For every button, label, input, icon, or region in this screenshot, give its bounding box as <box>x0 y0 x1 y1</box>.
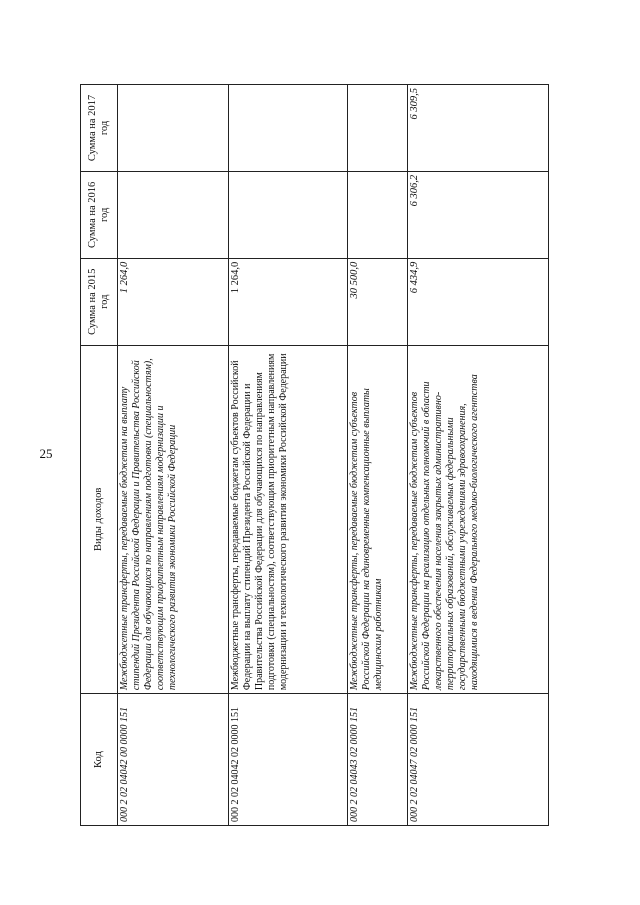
row-code: 000 2 02 04043 02 0000 151 <box>348 694 408 826</box>
row-code: 000 2 02 04047 02 0000 151 <box>408 694 549 826</box>
row-sum-2017 <box>229 85 348 172</box>
income-table <box>80 84 549 826</box>
row-description: Межбюджетные трансферты, передаваемые бюджетам субъектов Российской Федерации на единовременные компенсационные выплаты медицинским работникам <box>348 345 408 694</box>
row-sum-2015: 1 264,0 <box>229 258 348 345</box>
table-row <box>229 85 348 826</box>
row-sum-2017 <box>348 85 408 172</box>
table-header-row <box>81 85 118 826</box>
row-description: Межбюджетные трансферты, передаваемые бюджетам субъектов Российской Федерации на реализацию отдельных полномочий в области лекарственного обеспечения населения закрытых административно-территориальных образований, обслуживаемых федеральными государственными бюджетными учреждениями здравоохранения, находящимися в ведении Федерального медико-биологического агентства <box>408 345 549 694</box>
row-sum-2015: 6 434,9 <box>408 258 549 345</box>
rotated-table-wrapper <box>80 84 545 826</box>
row-code: 000 2 02 04042 00 0000 151 <box>118 694 229 826</box>
row-sum-2016 <box>348 171 408 258</box>
table-row <box>118 85 229 826</box>
page-number: 25 <box>39 446 53 461</box>
row-code: 000 2 02 04042 02 0000 151 <box>229 694 348 826</box>
table-row <box>348 85 408 826</box>
header-sum-2017: Сумма на 2017 год <box>81 85 118 172</box>
row-description: Межбюджетные трансферты, передаваемые бюджетам на выплату стипендий Президента Российской Федерации и Правительства Российской Федерации для обучающихся по направлениям подготовки (специальностям), соответствующим приоритетным направлениям модернизации и технологического развития экономики Российской Федерации <box>118 345 229 694</box>
row-sum-2015: 1 264,0 <box>118 258 229 345</box>
row-sum-2015: 30 500,0 <box>348 258 408 345</box>
table-row <box>408 85 549 826</box>
header-income-type: Виды доходов <box>81 345 118 694</box>
row-description: Межбюджетные трансферты, передаваемые бюджетам субъектов Российской Федерации на выплату стипендий Президента Российской Федерации и Правительства Российской Федерации для обучающихся по направлениям подготовки (специальностям), соответствующим приоритетным направлениям модернизации и технологического развития экономики Российской Федерации <box>229 345 348 694</box>
row-sum-2017 <box>118 85 229 172</box>
row-sum-2016 <box>229 171 348 258</box>
row-sum-2017: 6 309,5 <box>408 85 549 172</box>
header-sum-2015: Сумма на 2015 год <box>81 258 118 345</box>
row-sum-2016 <box>118 171 229 258</box>
header-code: Код <box>81 694 118 826</box>
table-sheet <box>80 84 545 826</box>
header-sum-2016: Сумма на 2016 год <box>81 171 118 258</box>
row-sum-2016: 6 306,2 <box>408 171 549 258</box>
